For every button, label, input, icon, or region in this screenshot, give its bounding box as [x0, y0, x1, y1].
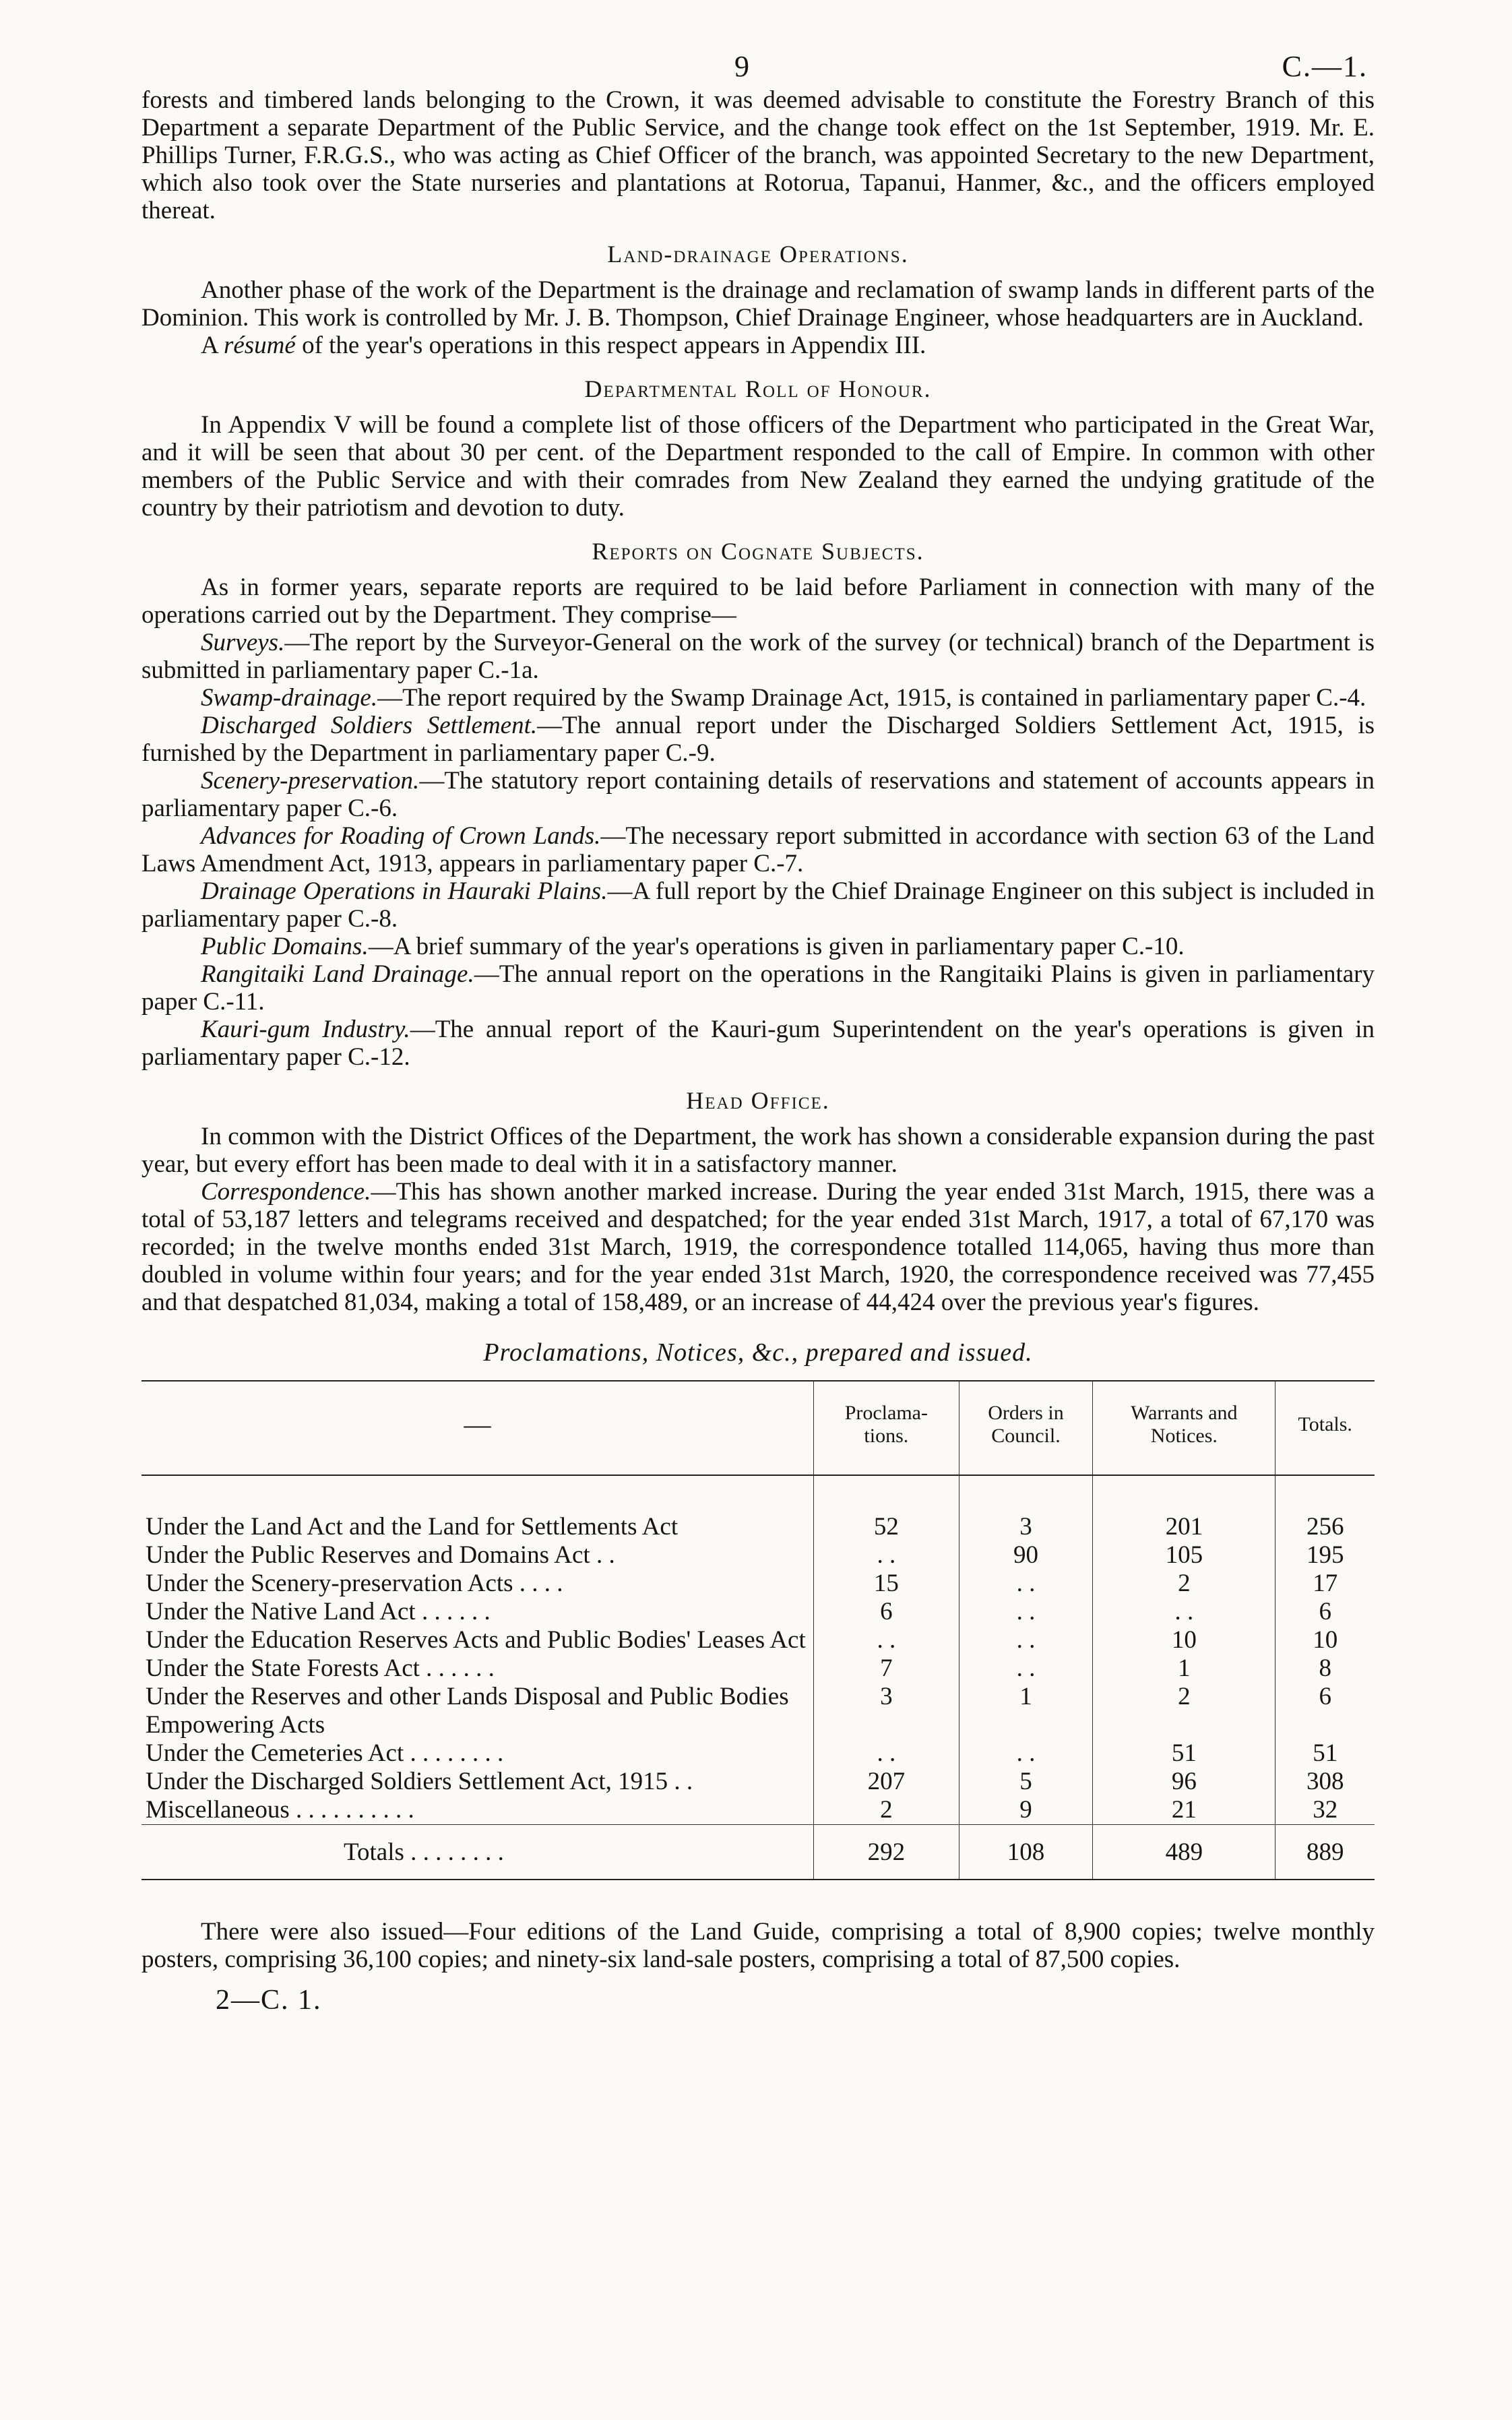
row-label: Under the Scenery-preservation Acts . . . .	[146, 1570, 563, 1597]
closing-paragraph: There were also issued—Four editions of the Land Guide, comprising a total of 8,900 copies; twelve monthly posters, comprising 36,100 copies; and ninety-six land-sale posters, comprising a total of 87,500 copies.	[141, 1918, 1375, 1973]
land-drainage-heading: Land-drainage Operations.	[607, 241, 909, 268]
cell-orders: 1	[959, 1683, 1093, 1739]
resume-italic: résumé	[223, 332, 296, 359]
document-page	[141, 47, 1375, 2014]
cell-orders: 3	[959, 1513, 1093, 1541]
report-title: Scenery-preservation.	[201, 767, 420, 795]
row-label: Under the State Forests Act . . . . . .	[146, 1654, 495, 1682]
cell-warrants: 201	[1093, 1513, 1275, 1541]
cell-total: 51	[1275, 1739, 1375, 1768]
report-text: —The annual report under the Discharged Soldiers Settlement Act, 1915, is furnished by the Department in parliamentary paper C.-9.	[141, 712, 1375, 767]
cell-orders: . .	[959, 1570, 1093, 1598]
cell-orders: 5	[959, 1768, 1093, 1796]
report-text: —A brief summary of the year's operations is given in parliamentary paper C.-10.	[368, 933, 1185, 960]
report-title: Surveys.	[201, 629, 285, 656]
intro-paragraph: forests and timbered lands belonging to the Crown, it was deemed advisable to constitute the Forestry Branch of this Department a separate Department of the Public Service, and the change took effect on the 1st September, 1919. Mr. E. Phillips Turner, F.R.G.S., who was acting as Chief Officer of the branch, was appointed Secretary to the new Department, which also took over the State nurseries and plantations at Rotorua, Tapanui, Hanmer, &c., and the officers employed thereat.	[141, 86, 1375, 224]
cell-total: 32	[1275, 1796, 1375, 1825]
row-label: Miscellaneous . . . . . . . . . .	[146, 1796, 414, 1824]
cell-warrants: 2	[1093, 1570, 1275, 1598]
total-orders: 108	[959, 1825, 1093, 1880]
header-warrants-notices: Warrants and Notices.	[1093, 1381, 1275, 1475]
head-office-heading: Head Office.	[686, 1087, 830, 1114]
report-item	[141, 712, 1375, 767]
correspondence-text: —This has shown another marked increase. During the year ended 31st March, 1915, there was a total of 53,187 letters and telegrams received and despatched; for the year ended 31st March, 1917, a total of 67,170 was recorded; in the twelve months ended 31st March, 1919, the correspondence totalled 114,065, having thus more than doubled in volume within four years; and for the year ended 31st March, 1920, the correspondence received was 77,455 and that despatched 81,034, making a total of 158,489, or an increase of 44,424 over the previous year's figures.	[141, 1178, 1375, 1316]
report-title: Rangitaiki Land Drainage.	[201, 960, 474, 988]
grand-total: 889	[1275, 1825, 1375, 1880]
table-caption: Proclamations, Notices, &c., prepared and issued.	[483, 1338, 1033, 1367]
cell-warrants: 96	[1093, 1768, 1275, 1796]
cognate-intro-paragraph: As in former years, separate reports are required to be laid before Parliament in connection with many of the operations carried out by the Department. They comprise—	[141, 573, 1375, 629]
table-row	[141, 1598, 1375, 1626]
header-orders-in-council: Orders in Council.	[959, 1381, 1093, 1475]
cell-warrants: 2	[1093, 1683, 1275, 1739]
cell-total: 10	[1275, 1626, 1375, 1654]
table-row	[141, 1513, 1375, 1541]
cell-proclamations: 3	[814, 1683, 959, 1739]
cell-warrants: 51	[1093, 1739, 1275, 1768]
cell-proclamations: 207	[814, 1768, 959, 1796]
table-row	[141, 1654, 1375, 1683]
report-item	[141, 684, 1375, 712]
roll-of-honour-heading: Departmental Roll of Honour.	[584, 375, 932, 402]
report-item	[141, 960, 1375, 1016]
cell-orders: 90	[959, 1541, 1093, 1570]
cell-warrants: 1	[1093, 1654, 1275, 1683]
cell-orders: . .	[959, 1626, 1093, 1654]
report-title: Swamp-drainage.	[201, 684, 378, 712]
cell-proclamations: . .	[814, 1739, 959, 1768]
cell-total: 308	[1275, 1768, 1375, 1796]
resume-suffix: of the year's operations in this respect appears in Appendix III.	[302, 332, 926, 359]
report-text: —The necessary report submitted in accordance with section 63 of the Land Laws Amendment Act, 1913, appears in parliamentary paper C.-7.	[141, 822, 1375, 877]
row-label: Under the Education Reserves Acts and Public Bodies' Leases Act	[146, 1626, 806, 1654]
table-header-row	[141, 1381, 1375, 1475]
report-item	[141, 767, 1375, 822]
cell-orders: . .	[959, 1654, 1093, 1683]
cell-warrants: . .	[1093, 1598, 1275, 1626]
cell-total: 17	[1275, 1570, 1375, 1598]
header-category: —	[464, 1409, 491, 1439]
page-number: 9	[734, 50, 749, 83]
land-drainage-resume-paragraph	[141, 332, 1375, 359]
total-warrants: 489	[1093, 1825, 1275, 1880]
cell-total: 256	[1275, 1513, 1375, 1541]
table-row	[141, 1796, 1375, 1825]
cell-proclamations: . .	[814, 1626, 959, 1654]
row-label: Under the Cemeteries Act . . . . . . . .	[146, 1739, 504, 1767]
table-bottom-rule	[141, 1880, 1375, 1884]
cognate-heading: Reports on Cognate Subjects.	[592, 538, 924, 565]
totals-row	[141, 1825, 1375, 1880]
page-signature: 2—C. 1.	[216, 1985, 322, 2016]
report-item	[141, 822, 1375, 877]
totals-label: Totals . . . . . . . .	[141, 1825, 814, 1880]
cell-proclamations: 2	[814, 1796, 959, 1825]
head-office-paragraph: In common with the District Offices of the Department, the work has shown a considerable expansion during the past year, but every effort has been made to deal with it in a satisfactory manner.	[141, 1123, 1375, 1178]
table-row	[141, 1541, 1375, 1570]
page-header	[141, 47, 1375, 86]
cell-warrants: 21	[1093, 1796, 1275, 1825]
cell-proclamations: 15	[814, 1570, 959, 1598]
report-text: —The statutory report containing details of reservations and statement of accounts appears in parliamentary paper C.-6.	[141, 767, 1375, 822]
cell-total: 6	[1275, 1683, 1375, 1739]
row-label: Under the Discharged Soldiers Settlement Act, 1915 . .	[146, 1768, 693, 1795]
correspondence-paragraph	[141, 1178, 1375, 1316]
report-title: Discharged Soldiers Settlement.	[201, 712, 538, 739]
correspondence-title: Correspondence.	[201, 1178, 371, 1206]
cell-orders: 9	[959, 1796, 1093, 1825]
cell-total: 195	[1275, 1541, 1375, 1570]
report-text: —A full report by the Chief Drainage Engineer on this subject is included in parliamentary paper C.-8.	[141, 877, 1375, 933]
paper-code: C.—1.	[1282, 50, 1368, 83]
cell-total: 8	[1275, 1654, 1375, 1683]
total-proclamations: 292	[814, 1825, 959, 1880]
proclamations-table	[141, 1380, 1375, 1884]
header-proclamations: Proclama- tions.	[814, 1381, 959, 1475]
cell-proclamations: 6	[814, 1598, 959, 1626]
cell-proclamations: 7	[814, 1654, 959, 1683]
table-row	[141, 1626, 1375, 1654]
roll-of-honour-paragraph: In Appendix V will be found a complete list of those officers of the Department who participated in the Great War, and it will be seen that about 30 per cent. of the Department responded to the call of Empire. In common with other members of the Public Service and with their comrades from New Zealand they earned the undying gratitude of the country by their patriotism and devotion to duty.	[141, 411, 1375, 522]
report-text: —The report by the Surveyor-General on the work of the survey (or technical) branch of the Department is submitted in parliamentary paper C.-1a.	[141, 629, 1375, 684]
table-spacer-row	[141, 1475, 1375, 1513]
row-label: Under the Reserves and other Lands Disposal and Public Bodies Empowering Acts	[146, 1683, 789, 1739]
row-label: Under the Native Land Act . . . . . .	[146, 1598, 491, 1625]
report-item	[141, 933, 1375, 960]
report-item	[141, 629, 1375, 684]
cognate-report-list	[141, 629, 1375, 1071]
cell-warrants: 10	[1093, 1626, 1275, 1654]
land-drainage-paragraph: Another phase of the work of the Department is the drainage and reclamation of swamp lands in different parts of the Dominion. This work is controlled by Mr. J. B. Thompson, Chief Drainage Engineer, whose headquarters are in Auckland.	[141, 276, 1375, 332]
report-text: —The report required by the Swamp Drainage Act, 1915, is contained in parliamentary paper C.-4.	[377, 684, 1366, 712]
table-row	[141, 1570, 1375, 1598]
row-label: Under the Public Reserves and Domains Act . .	[146, 1541, 615, 1569]
report-title: Drainage Operations in Hauraki Plains.	[201, 877, 608, 905]
cell-proclamations: . .	[814, 1541, 959, 1570]
table-row	[141, 1683, 1375, 1739]
report-item	[141, 1016, 1375, 1071]
cell-proclamations: 52	[814, 1513, 959, 1541]
cell-orders: . .	[959, 1598, 1093, 1626]
report-text: —The annual report of the Kauri-gum Superintendent on the year's operations is given in parliamentary paper C.-12.	[141, 1016, 1375, 1071]
report-title: Advances for Roading of Crown Lands.	[201, 822, 601, 850]
report-title: Public Domains.	[201, 933, 369, 960]
report-text: —The annual report on the operations in the Rangitaiki Plains is given in parliamentary paper C.-11.	[141, 960, 1375, 1016]
row-label: Under the Land Act and the Land for Settlements Act	[146, 1513, 679, 1541]
cell-orders: . .	[959, 1739, 1093, 1768]
cell-total: 6	[1275, 1598, 1375, 1626]
header-totals: Totals.	[1275, 1381, 1375, 1475]
cell-warrants: 105	[1093, 1541, 1275, 1570]
report-item	[141, 877, 1375, 933]
table-row	[141, 1739, 1375, 1768]
report-title: Kauri-gum Industry.	[201, 1016, 410, 1043]
table-row	[141, 1768, 1375, 1796]
resume-prefix: A	[201, 332, 218, 359]
